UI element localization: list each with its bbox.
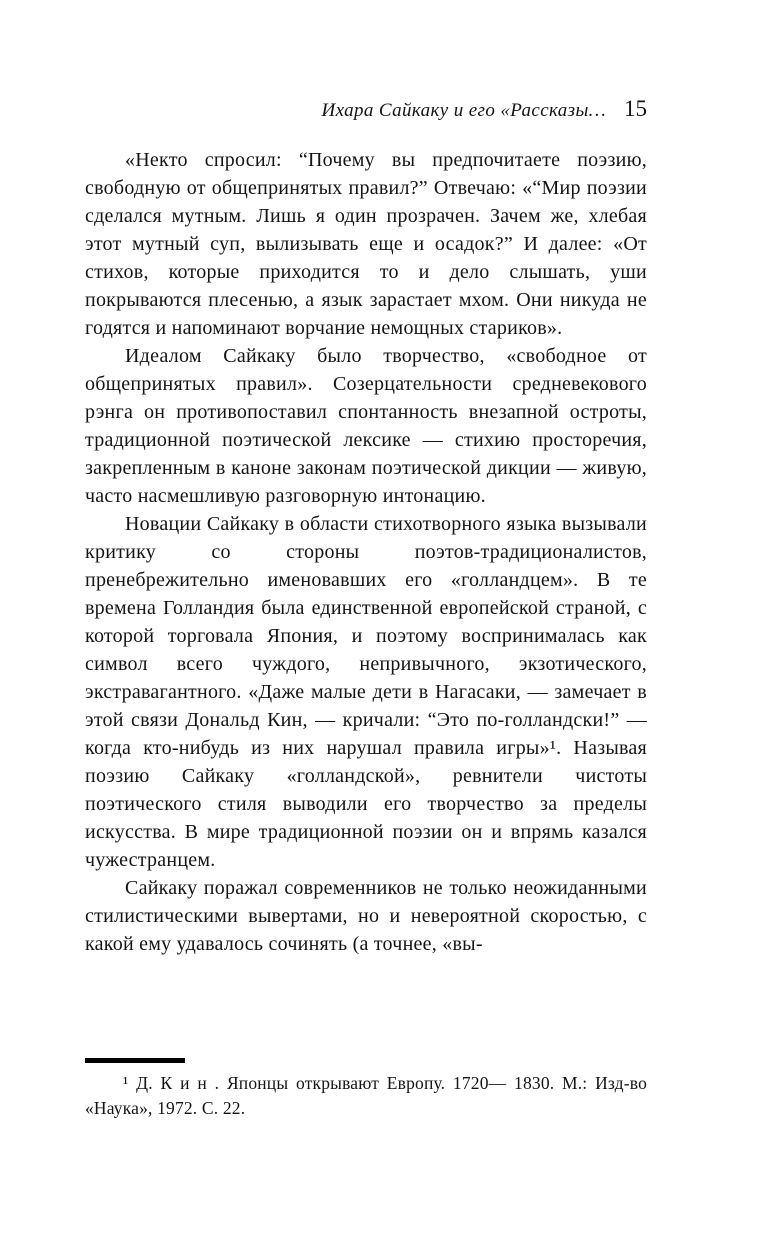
footnote-separator <box>85 1058 185 1063</box>
page-number: 15 <box>624 96 647 121</box>
body-text <box>85 146 647 958</box>
footnote-text: ¹ Д. К и н . Японцы открывают Европу. 1720— 1830. М.: Изд-во «Наука», 1972. С. 22. <box>85 1073 647 1118</box>
paragraph: Идеалом Сайкаку было творчество, «свободное от общепринятых правил». Созерцательности средневекового рэнга он противопоставил спонтанность внезапной остроты, традиционной поэтической лексике — стихию просторечия, закрепленным в каноне законам поэтической дикции — живую, часто насмешливую разговорную интонацию. <box>85 345 647 507</box>
paragraph: Новации Сайкаку в области стихотворного языка вызывали критику со стороны поэтов-традиционалистов, пренебрежительно именовавших его «голландцем». В те времена Голландия была единственной европейской страной, с которой торговала Япония, и поэтому воспринималась как символ всего чуждого, непривычного, экзотического, экстравагантного. «Даже малые дети в Нагасаки, — замечает в этой связи Дональд Кин, — кричали: “Это по-голландски!” — когда кто-нибудь из них нарушал правила игры»¹. Называя поэзию Сайкаку «голландской», ревнители чистоты поэтического стиля выводили его творчество за пределы искусства. В мире традиционной поэзии он и впрямь казался чужестранцем. <box>85 513 647 871</box>
running-title: Ихара Сайкаку и его «Рассказы… <box>321 100 606 121</box>
paragraph: «Некто спросил: “Почему вы предпочитаете поэзию, свободную от общепринятых правил?” Отвечаю: «“Мир поэзии сделался мутным. Лишь я один прозрачен. Зачем же, хлебая этот мутный суп, вылизывать еще и осадок?” И далее: «От стихов, которые приходится то и дело слышать, уши покрываются плесенью, а язык зарастает мхом. Они никуда не годятся и напоминают ворчание немощных стариков». <box>85 149 647 339</box>
paragraph: Сайкаку поражал современников не только неожиданными стилистическими вывертами, но и невероятной скоростью, с какой ему удавалось сочинять (а точнее, «вы- <box>85 877 647 955</box>
footnote-area <box>85 1058 647 1121</box>
running-header <box>85 96 647 122</box>
